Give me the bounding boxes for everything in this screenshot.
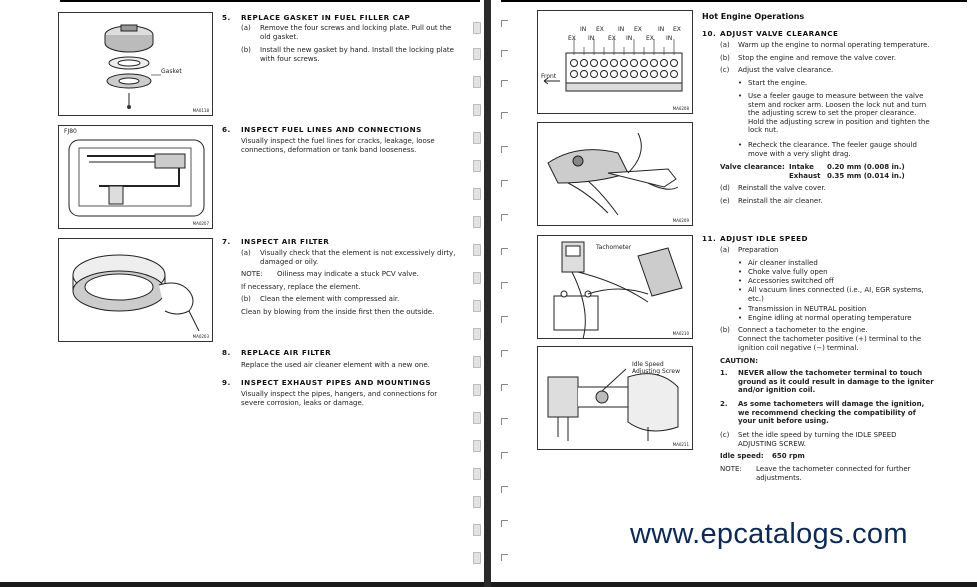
fuel-fig-label: FJ80 — [64, 128, 77, 135]
spec-value: 0.35 mm (0.014 in.) — [827, 172, 905, 180]
step-text: Install the new gasket by hand. Install the locking plate with four screws. — [260, 46, 454, 63]
front-label: Front — [541, 73, 557, 80]
page-tab — [473, 272, 481, 284]
page-tab — [473, 244, 481, 256]
figure-number: MA0211 — [672, 442, 689, 447]
valve-label: IN — [658, 26, 665, 33]
bullet: • — [738, 259, 743, 267]
binder-mark — [501, 554, 508, 561]
bullet-text: All vacuum lines connected (i.e., AI, EGR systems, etc.) — [748, 286, 924, 303]
note-label: NOTE: — [720, 465, 742, 473]
note-text: If necessary, replace the element. — [241, 283, 361, 291]
tachometer-figure — [537, 235, 693, 339]
page-tab — [473, 384, 481, 396]
step-label: (b) — [241, 295, 251, 303]
page-tab — [473, 440, 481, 452]
valve-label: IN — [626, 35, 633, 42]
section-number: 11. — [702, 234, 717, 243]
figure-number: MA0118 — [192, 108, 209, 113]
page-tab — [473, 76, 481, 88]
binder-mark — [501, 112, 508, 119]
step-label: (c) — [720, 66, 730, 74]
step-text: Stop the engine and remove the valve cover. — [738, 54, 896, 62]
caution-text: NEVER allow the tachometer terminal to touch ground as it could result in damage to the igniter and/or ignition coil. — [738, 369, 934, 395]
valve-label: IN — [618, 26, 625, 33]
section-text: Replace the used air cleaner element with a new one. — [241, 361, 430, 369]
bullet-text: Recheck the clearance. The feeler gauge should move with a very slight drag. — [748, 141, 917, 158]
valve-label: EX — [568, 35, 576, 42]
caution-label: CAUTION: — [720, 357, 759, 365]
valve-label: EX — [673, 26, 681, 33]
binder-mark — [501, 384, 508, 391]
spec-label: Intake — [789, 163, 814, 171]
page-tab — [473, 328, 481, 340]
step-text: Connect a tachometer to the engine. — [738, 326, 868, 334]
step-label: (b) — [241, 46, 251, 54]
page-tab — [473, 132, 481, 144]
step-text: Visually check that the element is not excessively dirty, damaged or oily. — [260, 249, 456, 266]
spec-value: 0.20 mm (0.008 in.) — [827, 163, 905, 171]
valve-label: EX — [646, 35, 654, 42]
step-text: Warm up the engine to normal operating temperature. — [738, 41, 930, 49]
watermark: www.epcatalogs.com — [630, 518, 908, 550]
page-tab — [473, 412, 481, 424]
page-tab — [473, 48, 481, 60]
step-label: (b) — [720, 54, 730, 62]
step-text: Reinstall the air cleaner. — [738, 197, 823, 205]
note-label: NOTE: — [241, 270, 263, 278]
bullet-text: Use a feeler gauge to measure between the valve stem and rocker arm. Loosen the lock nut and turn the adjusting screw to set the proper clearance. Hold the adjusting screw in position and tighten the lock nut. — [748, 92, 930, 135]
bullet: • — [738, 141, 743, 149]
idle-screw-figure — [537, 346, 693, 450]
section-title: REPLACE AIR FILTER — [241, 348, 332, 357]
section-title: ADJUST IDLE SPEED — [720, 234, 808, 243]
figure-number: MA0207 — [192, 221, 209, 226]
step-text: Connect the tachometer positive (+) terminal to the ignition coil negative (−) terminal. — [738, 335, 922, 352]
bullet: • — [738, 79, 743, 87]
page-tab — [473, 524, 481, 536]
section-number: 8. — [222, 348, 231, 357]
section-title: INSPECT AIR FILTER — [241, 237, 330, 246]
section-number: 9. — [222, 378, 231, 387]
page-tab — [473, 468, 481, 480]
note-text: Leave the tachometer connected for further adjustments. — [756, 465, 911, 482]
page-tab — [473, 496, 481, 508]
figure-number: MA0210 — [672, 331, 689, 336]
section-number: 6. — [222, 125, 231, 134]
step-label: (c) — [720, 431, 730, 439]
section-title: INSPECT EXHAUST PIPES AND MOUNTINGS — [241, 378, 432, 387]
step-label: (d) — [720, 184, 730, 192]
top-rule — [60, 0, 480, 2]
note-text: Oiliness may indicate a stuck PCV valve. — [277, 270, 419, 278]
bullet-text: Start the engine. — [748, 79, 808, 87]
spec-value: 650 rpm — [772, 452, 805, 460]
spec-label: Valve clearance: — [720, 163, 785, 171]
top-rule — [501, 0, 967, 2]
figure-number: MA0203 — [192, 334, 209, 339]
right-page — [491, 0, 977, 582]
page-tab — [473, 300, 481, 312]
figure-number: MA0209 — [672, 218, 689, 223]
air-filter-figure — [58, 238, 213, 342]
binder-mark — [501, 180, 508, 187]
binder-mark — [501, 418, 508, 425]
step-text: Set the idle speed by turning the IDLE SPEED ADJUSTING SCREW. — [738, 431, 897, 448]
section-text: Clean by blowing from the inside first then the outside. — [241, 308, 435, 316]
caution-number: 1. — [720, 369, 728, 377]
step-label: (a) — [241, 24, 251, 32]
section-number: 5. — [222, 13, 231, 22]
page-tab — [473, 104, 481, 116]
section-title: INSPECT FUEL LINES AND CONNECTIONS — [241, 125, 422, 134]
step-label: (a) — [241, 249, 251, 257]
step-label: (b) — [720, 326, 730, 334]
binder-mark — [501, 486, 508, 493]
caution-text: As some tachometers will damage the ignition, we recommend checking the compatibility of your unit before using. — [738, 400, 925, 426]
step-label: (e) — [720, 197, 730, 205]
feeler-gauge-figure — [537, 122, 693, 226]
step-text: Adjust the valve clearance. — [738, 66, 834, 74]
bullet: • — [738, 314, 743, 322]
spec-label: Exhaust — [789, 172, 821, 180]
step-label: (a) — [720, 41, 730, 49]
bullet-text: Accessories switched off — [748, 277, 834, 285]
step-text: Reinstall the valve cover. — [738, 184, 826, 192]
binder-mark — [501, 350, 508, 357]
bullet: • — [738, 92, 743, 100]
step-text: Remove the four screws and locking plate. Pull out the old gasket. — [260, 24, 452, 41]
binder-mark — [501, 452, 508, 459]
section-heading: Hot Engine Operations — [702, 12, 805, 21]
valve-label: IN — [666, 35, 673, 42]
idle-screw-label: Idle Speed Adjusting Screw — [632, 361, 680, 375]
page-tab — [473, 552, 481, 564]
step-text: Clean the element with compressed air. — [260, 295, 400, 303]
section-title: REPLACE GASKET IN FUEL FILLER CAP — [241, 13, 411, 22]
page-tab — [473, 188, 481, 200]
tachometer-label: Tachometer — [596, 244, 632, 251]
bullet: • — [738, 305, 743, 313]
caution-number: 2. — [720, 400, 728, 408]
binder-mark — [501, 80, 508, 87]
section-text: Visually inspect the fuel lines for cracks, leakage, loose connections, deformation or tank band looseness. — [241, 137, 435, 154]
valve-label: EX — [596, 26, 604, 33]
page-tab — [473, 356, 481, 368]
section-text: Visually inspect the pipes, hangers, and connections for severe corrosion, leaks or damage. — [241, 390, 438, 407]
figure-number: MA0208 — [672, 106, 689, 111]
bullet: • — [738, 286, 743, 294]
valve-label: IN — [580, 26, 587, 33]
step-label: (a) — [720, 246, 730, 254]
valve-label: EX — [608, 35, 616, 42]
left-page — [0, 0, 484, 582]
binder-mark — [501, 282, 508, 289]
binder-mark — [501, 50, 508, 57]
page-tab — [473, 216, 481, 228]
bullet: • — [738, 277, 743, 285]
valve-label: IN — [588, 35, 595, 42]
bullet-text: Engine idling at normal operating temperature — [748, 314, 912, 322]
valve-label: EX — [634, 26, 642, 33]
binder-mark — [501, 316, 508, 323]
section-number: 10. — [702, 29, 717, 38]
binder-mark — [501, 146, 508, 153]
binder-mark — [501, 214, 508, 221]
step-text: Preparation — [738, 246, 779, 254]
page-gutter — [484, 0, 491, 587]
bullet-text: Air cleaner installed — [748, 259, 818, 267]
binder-mark — [501, 20, 508, 27]
gasket-label: Gasket — [161, 68, 182, 75]
page-tab — [473, 22, 481, 34]
bullet-text: Choke valve fully open — [748, 268, 828, 276]
valve-diagram-figure — [537, 10, 693, 114]
binder-mark — [501, 520, 508, 527]
section-title: ADJUST VALVE CLEARANCE — [720, 29, 839, 38]
bullet-text: Transmission in NEUTRAL position — [748, 305, 867, 313]
fuel-lines-figure — [58, 125, 213, 229]
page-tab — [473, 160, 481, 172]
fuel-cap-figure — [58, 12, 213, 116]
spec-label: Idle speed: — [720, 452, 764, 460]
section-number: 7. — [222, 237, 231, 246]
bullet: • — [738, 268, 743, 276]
binder-mark — [501, 248, 508, 255]
